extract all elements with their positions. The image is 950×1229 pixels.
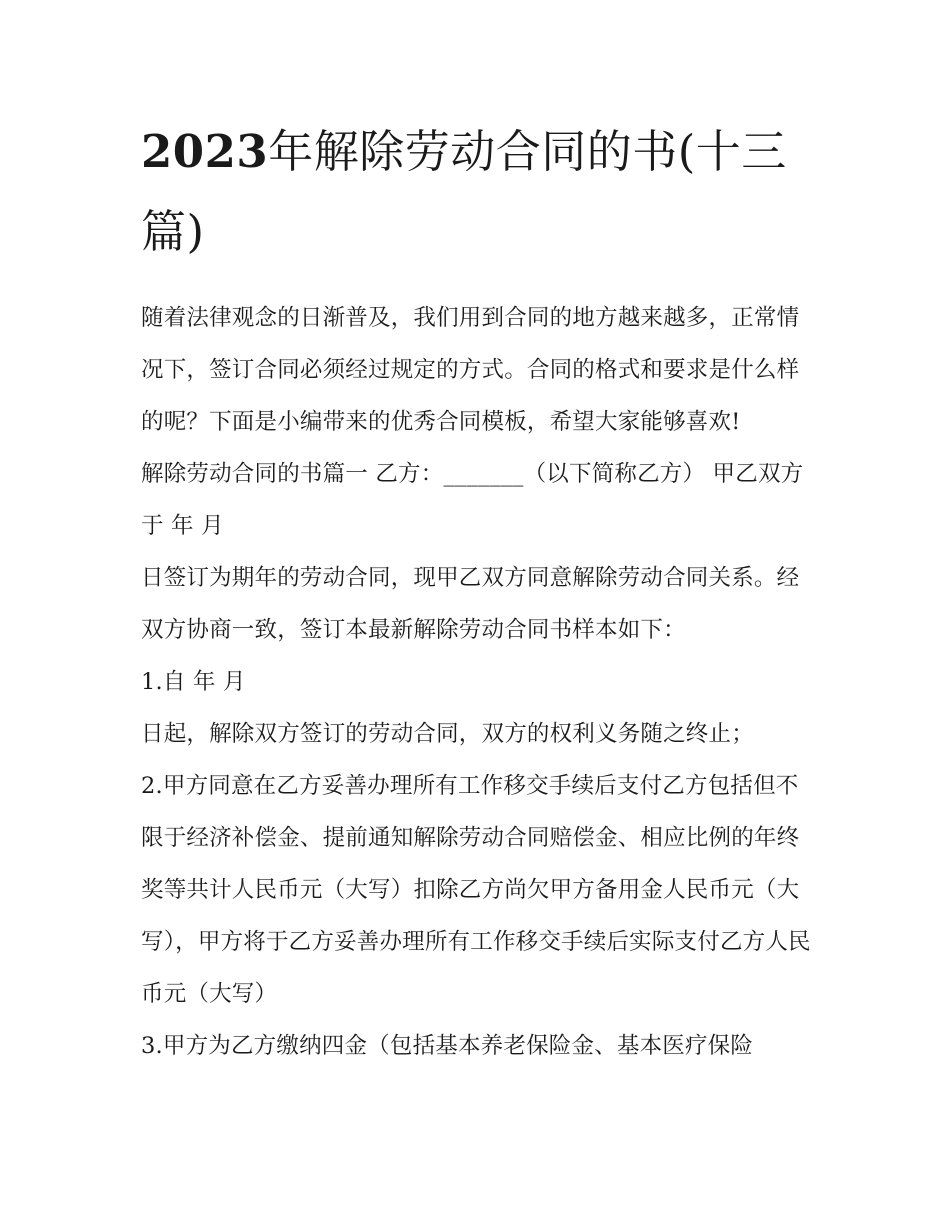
clause-1-start: 1.自 年 月 (141, 669, 246, 695)
clause-3: 3.甲方为乙方缴纳四金（包括基本养老保险金、基本医疗保险 (141, 1033, 754, 1059)
title-text: 年解除劳动合同的书(十三篇) (141, 125, 787, 258)
document-title (141, 112, 813, 272)
document-content (141, 112, 813, 1072)
title-year: 2023 (141, 125, 269, 178)
intro-paragraph: 随着法律观念的日渐普及，我们用到合同的地方越来越多，正常情况下，签订合同必须经过规定的方式。合同的格式和要求是什么样的呢？下面是小编带来的优秀合同模板，希望大家能够喜欢! (141, 305, 800, 435)
document-body (141, 292, 813, 1072)
contract-signing-paragraph: 日签订为期年的劳动合同，现甲乙双方同意解除劳动合同关系。经双方协商一致，签订本最新解除劳动合同书样本如下： (141, 565, 800, 643)
clause-2: 2.甲方同意在乙方妥善办理所有工作移交手续后支付乙方包括但不限于经济补偿金、提前通知解除劳动合同赔偿金、相应比例的年终奖等共计人民币元（大写）扣除乙方尚欠甲方备用金人民币元（大写），甲方将于乙方妥善办理所有工作移交手续后实际支付乙方人民币元（大写） (141, 773, 811, 1007)
section-one-heading: 解除劳动合同的书篇一 乙方：_______（以下简称乙方） 甲乙双方于 年 月 (141, 461, 804, 539)
clause-1-body: 日起，解除双方签订的劳动合同，双方的权利义务随之终止； (141, 721, 754, 747)
